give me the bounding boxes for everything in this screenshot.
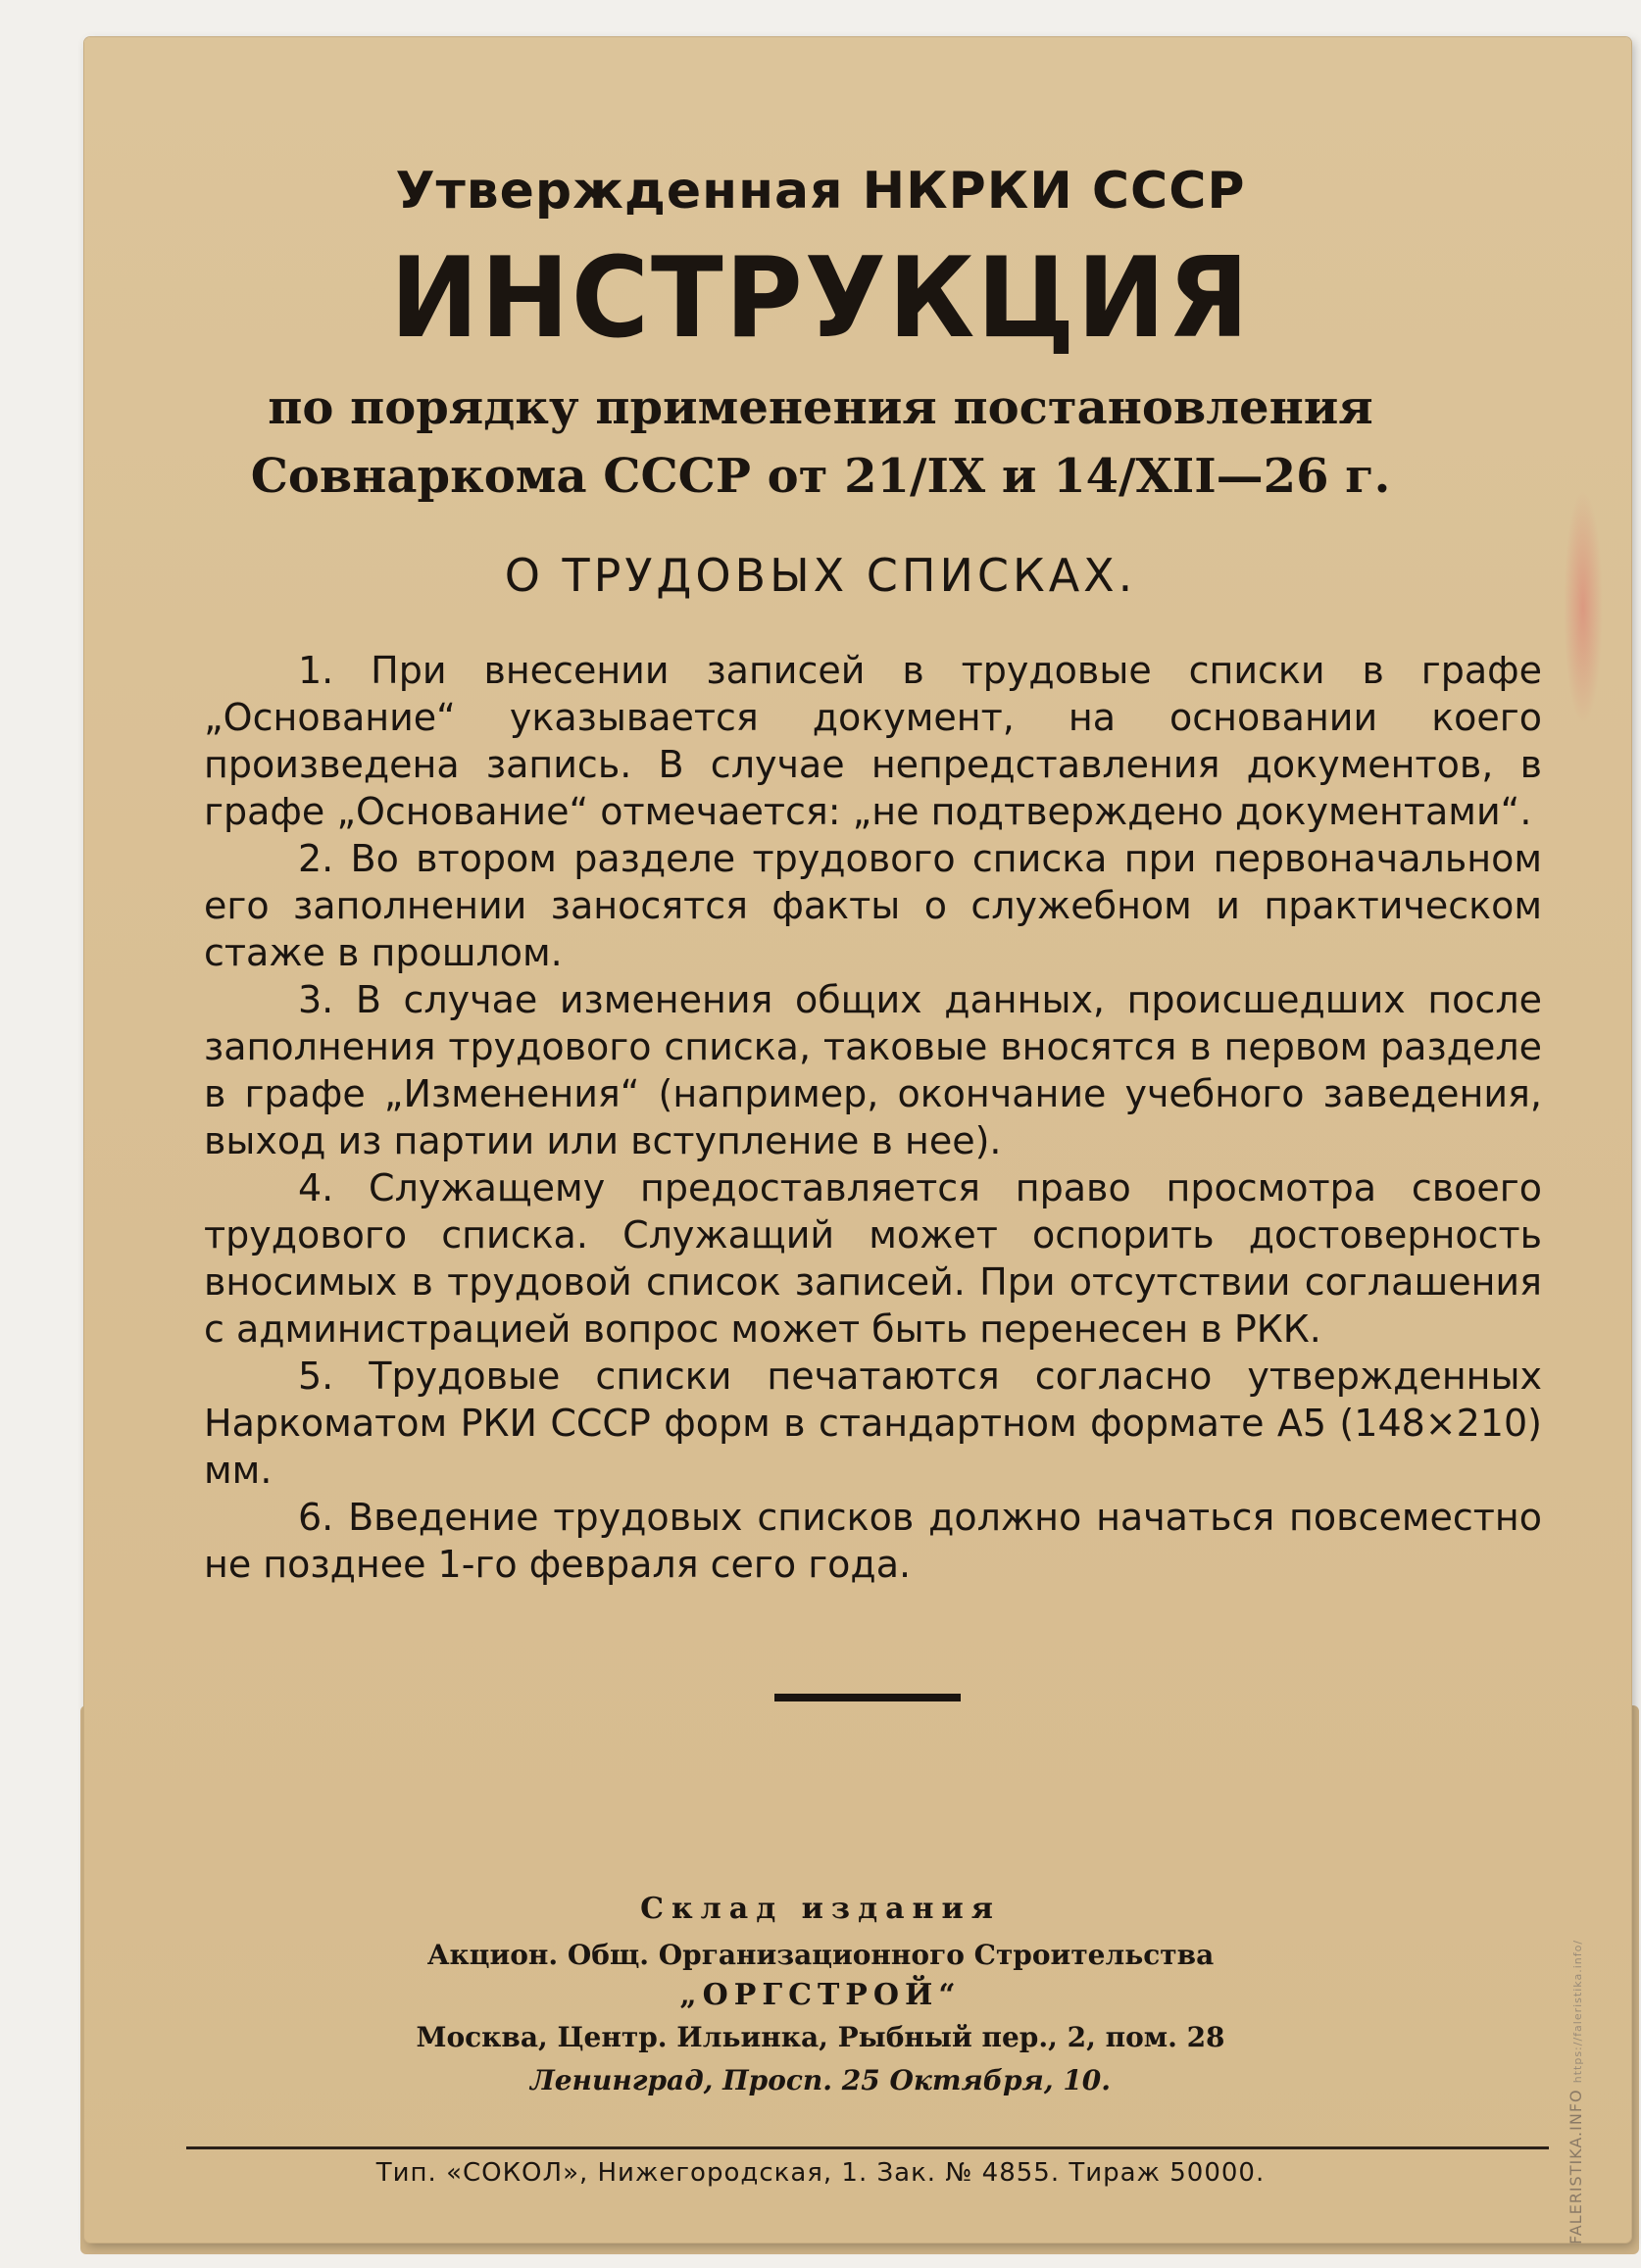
publisher-address-moscow: Москва, Центр. Ильинка, Рыбный пер., 2, пом. 28	[416, 2021, 1225, 2053]
paragraph-2: 2. Во втором разделе трудового списка при первоначальном его заполнении заносятся факты о служебном и практическом стаже в прошлом.	[204, 837, 1542, 974]
watermark-url: https://faleristika.info/	[1571, 1939, 1584, 2084]
subtitle-line-2: Совнаркома СССР от 21/IX и 14/XII—26 г.	[250, 449, 1391, 504]
subtitle-line-1: по порядку применения постановления	[268, 380, 1373, 435]
paragraph-3: 3. В случае изменения общих данных, происшедших после заполнения трудового списка, таковые вносятся в первом разделе в графе „Изменения“ (например, окончание учебного заведения, выход из партии или вступление в нее).	[204, 978, 1542, 1162]
document-title: ИНСТРУКЦИЯ	[389, 233, 1252, 364]
publisher-address-leningrad: Ленинград, Просп. 25 Октября, 10.	[529, 2064, 1112, 2096]
printer-imprint: Тип. «СОКОЛ», Нижегородская, 1. Зак. № 4855. Тираж 50000.	[375, 2158, 1266, 2188]
publisher-name: „ОРГСТРОЙ“	[679, 1978, 962, 2012]
paragraph-6: 6. Введение трудовых списков должно начаться повсеместно не позднее 1-го февраля сего года.	[204, 1496, 1542, 1586]
watermark-site: FALERISTIKA.INFO	[1566, 2089, 1585, 2244]
instruction-body	[204, 647, 1542, 1588]
paragraph-4: 4. Служащему предоставляется право просмотра своего трудового списка. Служащий может оспорить достоверность вносимых в трудовой список записей. При отсутствии соглашения с администрацией вопрос может быть перенесен в РКК.	[204, 1166, 1542, 1351]
publisher-heading: Склад издания	[640, 1892, 1001, 1926]
paragraph-1: 1. При внесении записей в трудовые списки в графе „Основание“ указывается документ, на основании коего произведена запись. В случае непредставления документов, в графе „Основание“ отмечается: „не подтверждено документами“.	[204, 649, 1542, 833]
divider-rule	[774, 1694, 961, 1701]
paper-stain	[1564, 490, 1603, 725]
site-watermark	[1566, 1940, 1585, 2244]
approved-by-line: Утвержденная НКРКИ СССР	[395, 162, 1246, 221]
publisher-company: Акцион. Общ. Организационного Строительства	[426, 1939, 1215, 1971]
section-heading: О ТРУДОВЫХ СПИСКАХ.	[504, 549, 1137, 602]
paragraph-5: 5. Трудовые списки печатаются согласно утвержденных Наркоматом РКИ СССР форм в стандартном формате А5 (148×210) мм.	[204, 1355, 1542, 1492]
footer-rule	[186, 2146, 1549, 2149]
